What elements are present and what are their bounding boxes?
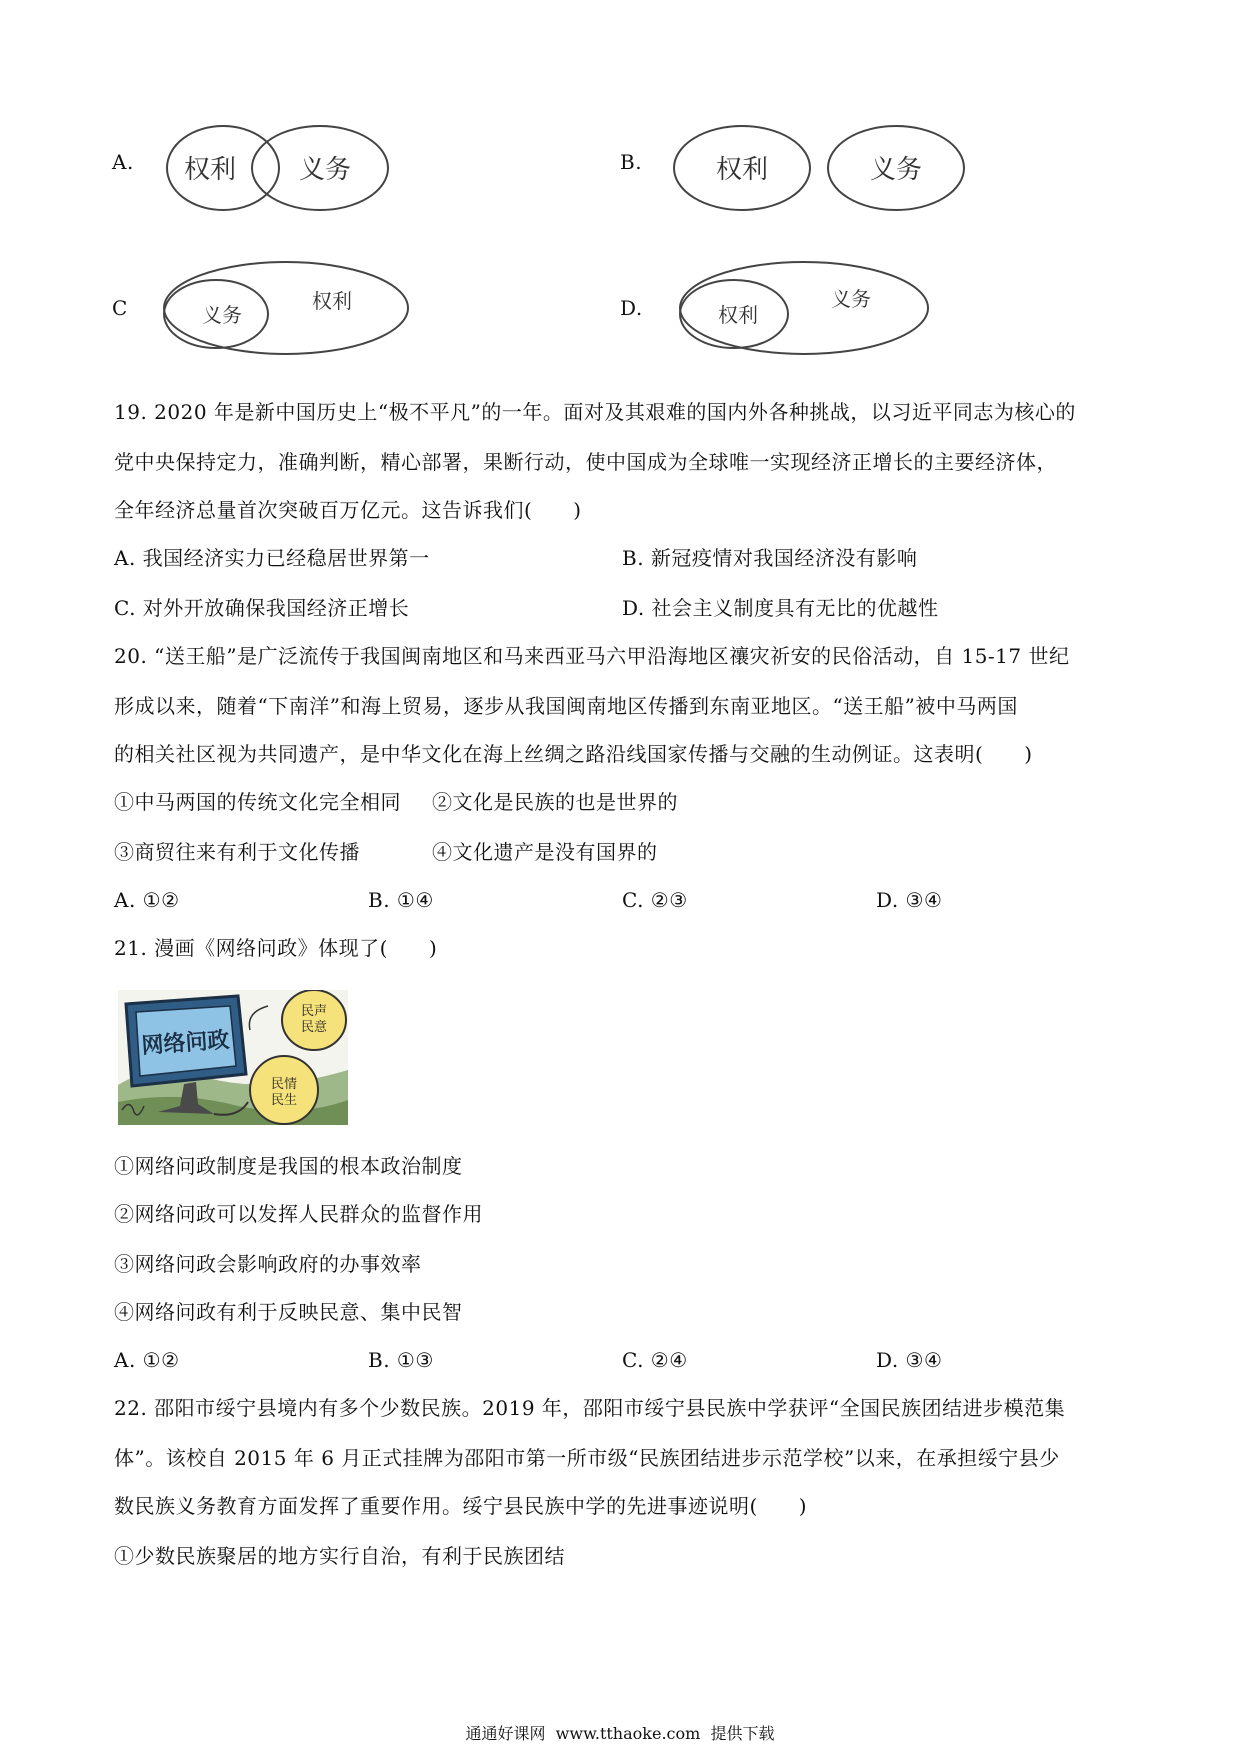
q19-option-b: B. 新冠疫情对我国经济没有影响 bbox=[622, 546, 918, 570]
q19-option-a: A. 我国经济实力已经稳居世界第一 bbox=[114, 546, 430, 570]
venn-d-outer-text: 义务 bbox=[831, 287, 871, 311]
option-b-label: B. bbox=[620, 150, 643, 174]
venn-option-d bbox=[676, 258, 936, 362]
q20-statement-3: ③商贸往来有利于文化传播 bbox=[114, 840, 360, 864]
q21-option-d: D. ③④ bbox=[876, 1348, 943, 1372]
q19-stem-line-3: 全年经济总量首次突破百万亿元。这告诉我们( ) bbox=[114, 498, 582, 522]
q21-statement-1: ①网络问政制度是我国的根本政治制度 bbox=[114, 1154, 463, 1178]
q20-statement-4: ④文化遗产是没有国界的 bbox=[432, 840, 658, 864]
q19-stem-line-2: 党中央保持定力，准确判断，精心部署，果断行动，使中国成为全球唯一实现经济正增长的主要经济体， bbox=[114, 450, 1057, 474]
comic-bubble-2-top: 民情民生 bbox=[270, 1077, 298, 1108]
q21-statement-2: ②网络问政可以发挥人民群众的监督作用 bbox=[114, 1202, 483, 1226]
comic-bubble-1-top: 民声民意 bbox=[300, 1004, 328, 1035]
q20-option-a: A. ①② bbox=[114, 888, 180, 912]
venn-c-outer-text: 权利 bbox=[312, 289, 352, 313]
page-footer: 通通好课网 www.tthaoke.com 提供下载 bbox=[465, 1724, 775, 1743]
q19-option-c: C. 对外开放确保我国经济正增长 bbox=[114, 596, 410, 620]
option-c-label: C bbox=[112, 296, 128, 320]
q20-statement-1: ①中马两国的传统文化完全相同 bbox=[114, 790, 401, 814]
q21-statement-4: ④网络问政有利于反映民意、集中民智 bbox=[114, 1300, 463, 1324]
q20-stem-line-1: 20. “送王船”是广泛流传于我国闽南地区和马来西亚马六甲沿海地区禳灾祈安的民俗活动，自 15-17 世纪 bbox=[114, 644, 1070, 668]
venn-d-inner-text: 权利 bbox=[718, 303, 758, 327]
q21-option-b: B. ①③ bbox=[368, 1348, 434, 1372]
q22-stem-line-3: 数民族义务教育方面发挥了重要作用。绥宁县民族中学的先进事迹说明( ) bbox=[114, 1494, 808, 1518]
q22-statement-1: ①少数民族聚居的地方实行自治，有利于民族团结 bbox=[114, 1544, 565, 1568]
option-a-label: A. bbox=[112, 150, 134, 174]
venn-a-right-text: 义务 bbox=[298, 155, 352, 185]
q20-option-c: C. ②③ bbox=[622, 888, 688, 912]
venn-a-left-text: 权利 bbox=[183, 155, 237, 185]
comic-image bbox=[118, 990, 348, 1125]
option-d-label: D. bbox=[620, 296, 643, 320]
venn-option-c bbox=[160, 258, 420, 362]
q21-option-c: C. ②④ bbox=[622, 1348, 688, 1372]
venn-c-inner-text: 义务 bbox=[202, 303, 242, 327]
venn-b-right-text: 义务 bbox=[869, 155, 923, 185]
venn-option-a bbox=[165, 120, 425, 220]
q20-stem-line-2: 形成以来，随着“下南洋”和海上贸易，逐步从我国闽南地区传播到东南亚地区。“送王船”被中马两国 bbox=[114, 694, 1018, 718]
q20-statement-2: ②文化是民族的也是世界的 bbox=[432, 790, 678, 814]
q20-option-b: B. ①④ bbox=[368, 888, 434, 912]
comic-screen-text: 网络问政 bbox=[140, 1026, 231, 1060]
venn-option-b bbox=[670, 120, 970, 220]
venn-b-left-text: 权利 bbox=[715, 155, 769, 185]
q21-statement-3: ③网络问政会影响政府的办事效率 bbox=[114, 1252, 422, 1276]
q22-stem-line-1: 22. 邵阳市绥宁县境内有多个少数民族。2019 年，邵阳市绥宁县民族中学获评“全国民族团结进步模范集 bbox=[114, 1396, 1066, 1420]
q20-option-d: D. ③④ bbox=[876, 888, 943, 912]
q21-option-a: A. ①② bbox=[114, 1348, 180, 1372]
q20-stem-line-3: 的相关社区视为共同遗产，是中华文化在海上丝绸之路沿线国家传播与交融的生动例证。这表明( ) bbox=[114, 742, 1033, 766]
q22-stem-line-2: 体”。该校自 2015 年 6 月正式挂牌为邵阳市第一所市级“民族团结进步示范学校”以来，在承担绥宁县少 bbox=[114, 1446, 1060, 1470]
q19-stem-line-1: 19. 2020 年是新中国历史上“极不平凡”的一年。面对及其艰难的国内外各种挑战，以习近平同志为核心的 bbox=[114, 400, 1076, 424]
q19-option-d: D. 社会主义制度具有无比的优越性 bbox=[622, 596, 939, 620]
q21-stem: 21. 漫画《网络问政》体现了( ) bbox=[114, 936, 438, 960]
